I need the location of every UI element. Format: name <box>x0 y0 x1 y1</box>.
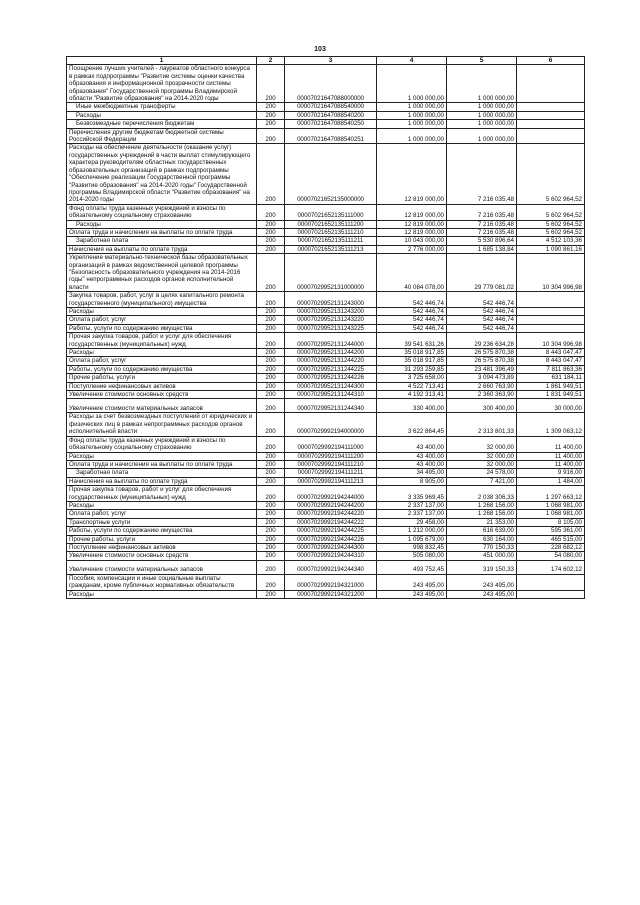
row-budget-code: 00007029992194321200 <box>285 590 377 598</box>
row-name: Поощрение лучших учителей - лауреатов областного конкурса в рамках подпрограммы "Развитие системы оценки качества образования и информационной прозрачности системы образования" Государственной программы Владимирской области "Развитие образования" на 2014-2020 годы <box>67 65 257 103</box>
table-row <box>67 436 585 452</box>
row-value-approved: 542 446,74 <box>377 316 447 324</box>
row-value-executed: 1 000 000,00 <box>447 103 517 111</box>
row-line-code: 200 <box>257 103 285 111</box>
row-value-remaining <box>517 65 585 103</box>
row-budget-code: 00007029952131244220 <box>285 357 377 365</box>
row-name: Увеличение стоимости материальных запасов <box>67 399 257 413</box>
row-line-code: 200 <box>257 527 285 535</box>
row-value-approved: 1 000 000,00 <box>377 65 447 103</box>
row-line-code: 200 <box>257 228 285 236</box>
row-value-remaining: 8 105,00 <box>517 518 585 526</box>
row-value-approved: 243 495,00 <box>377 574 447 590</box>
row-budget-code: 00007029952131243220 <box>285 316 377 324</box>
row-value-approved: 3 622 864,45 <box>377 413 447 436</box>
row-value-approved: 1 000 000,00 <box>377 120 447 128</box>
row-value-remaining: 1 309 063,12 <box>517 413 585 436</box>
row-value-executed: 7 216 035,48 <box>447 144 517 204</box>
header-col-6: 6 <box>517 57 585 65</box>
table-row <box>67 128 585 144</box>
row-value-approved: 43 400,00 <box>377 460 447 468</box>
row-line-code: 200 <box>257 574 285 590</box>
table-row <box>67 144 585 204</box>
table-row <box>67 391 585 399</box>
row-name: Закупка товаров, работ, услуг в целях капитального ремонта государственного (муниципального) имущества <box>67 292 257 308</box>
table-row <box>67 486 585 502</box>
row-value-remaining: 11 400,00 <box>517 452 585 460</box>
row-value-remaining: 1 831 949,51 <box>517 391 585 399</box>
row-name: Оплата работ, услуг <box>67 357 257 365</box>
table-body <box>67 65 585 599</box>
row-value-remaining <box>517 308 585 316</box>
table-row <box>67 324 585 332</box>
row-value-executed: 23 481 396,49 <box>447 365 517 373</box>
row-value-approved: 12 819 000,00 <box>377 228 447 236</box>
row-value-remaining: 465 515,00 <box>517 535 585 543</box>
table-row <box>67 120 585 128</box>
row-value-executed: 32 000,00 <box>447 436 517 452</box>
row-line-code: 200 <box>257 543 285 551</box>
row-budget-code: 00007029952131243225 <box>285 324 377 332</box>
row-value-remaining: 5 602 964,52 <box>517 144 585 204</box>
row-value-approved: 40 084 078,00 <box>377 254 447 292</box>
row-name: Увеличение стоимости основных средств <box>67 552 257 560</box>
row-value-remaining: 30 000,00 <box>517 399 585 413</box>
row-budget-code: 00007029952131244310 <box>285 391 377 399</box>
row-budget-code: 00007021652135111000 <box>285 204 377 220</box>
row-value-approved: 3 335 969,45 <box>377 486 447 502</box>
row-name: Начисления на выплаты по оплате труда <box>67 245 257 253</box>
row-value-executed: 542 446,74 <box>447 324 517 332</box>
row-line-code: 200 <box>257 349 285 357</box>
row-line-code: 200 <box>257 120 285 128</box>
table-row <box>67 552 585 560</box>
row-value-approved: 3 725 658,00 <box>377 374 447 382</box>
table-row <box>67 103 585 111</box>
table-row <box>67 574 585 590</box>
row-line-code: 200 <box>257 220 285 228</box>
row-line-code: 200 <box>257 333 285 349</box>
row-value-approved: 1 000 000,00 <box>377 128 447 144</box>
row-value-remaining: 8 443 047,47 <box>517 349 585 357</box>
row-line-code: 200 <box>257 111 285 119</box>
row-line-code: 200 <box>257 486 285 502</box>
row-value-approved: 243 495,00 <box>377 590 447 598</box>
row-budget-code: 00007029992194111200 <box>285 452 377 460</box>
row-line-code: 200 <box>257 452 285 460</box>
row-value-remaining: 54 080,00 <box>517 552 585 560</box>
row-value-remaining: 10 304 996,98 <box>517 333 585 349</box>
row-line-code: 200 <box>257 510 285 518</box>
header-col-3: 3 <box>285 57 377 65</box>
row-value-approved: 4 192 313,41 <box>377 391 447 399</box>
table-row <box>67 510 585 518</box>
row-line-code: 200 <box>257 590 285 598</box>
row-budget-code: 00007029992194244000 <box>285 486 377 502</box>
row-budget-code: 00007029952131244225 <box>285 365 377 373</box>
row-value-executed: 1 000 000,00 <box>447 120 517 128</box>
row-name: Иные межбюджетные трансферты <box>67 103 257 111</box>
row-value-executed: 7 216 035,48 <box>447 220 517 228</box>
row-value-remaining <box>517 128 585 144</box>
row-name: Оплата работ, услуг <box>67 316 257 324</box>
row-value-approved: 2 337 137,00 <box>377 501 447 509</box>
row-line-code: 200 <box>257 391 285 399</box>
row-value-approved: 505 080,00 <box>377 552 447 560</box>
row-line-code: 200 <box>257 477 285 485</box>
row-value-remaining: 1 090 861,16 <box>517 245 585 253</box>
row-name: Оплата труда и начисления на выплаты по оплате труда <box>67 228 257 236</box>
row-value-remaining: 1 484,00 <box>517 477 585 485</box>
row-budget-code: 00007029952131244200 <box>285 349 377 357</box>
row-name: Расходы <box>67 220 257 228</box>
row-name: Работы, услуги по содержанию имущества <box>67 324 257 332</box>
row-value-executed: 243 495,00 <box>447 590 517 598</box>
row-value-approved: 1 212 000,00 <box>377 527 447 535</box>
row-value-executed: 29 779 081,02 <box>447 254 517 292</box>
row-value-executed: 24 578,00 <box>447 469 517 477</box>
row-name: Заработная плата <box>67 469 257 477</box>
table-row <box>67 245 585 253</box>
row-value-approved: 1 000 000,00 <box>377 111 447 119</box>
row-budget-code: 00007021652135111200 <box>285 220 377 228</box>
row-value-executed: 32 000,00 <box>447 452 517 460</box>
table-row <box>67 333 585 349</box>
row-value-executed: 319 150,33 <box>447 560 517 574</box>
row-value-remaining <box>517 324 585 332</box>
row-value-approved: 29 458,00 <box>377 518 447 526</box>
row-value-remaining <box>517 103 585 111</box>
row-budget-code: 00007029952131244000 <box>285 333 377 349</box>
header-col-2: 2 <box>257 57 285 65</box>
row-value-executed: 2 660 763,90 <box>447 382 517 390</box>
row-budget-code: 00007029952131244300 <box>285 382 377 390</box>
row-value-approved: 330 400,00 <box>377 399 447 413</box>
row-budget-code: 00007021652135000000 <box>285 144 377 204</box>
row-name: Увеличение стоимости материальных запасов <box>67 560 257 574</box>
row-name: Фонд оплаты труда казенных учреждений и взносы по обязательному социальному страхованию <box>67 204 257 220</box>
row-value-executed: 542 446,74 <box>447 292 517 308</box>
row-value-remaining: 595 361,00 <box>517 527 585 535</box>
row-line-code: 200 <box>257 382 285 390</box>
row-budget-code: 00007029992194244300 <box>285 543 377 551</box>
row-name: Оплата работ, услуг <box>67 510 257 518</box>
row-name: Прочие работы, услуги <box>67 374 257 382</box>
row-name: Пособия, компенсации и иные социальные выплаты гражданам, кроме публичных нормативных обязательств <box>67 574 257 590</box>
header-col-5: 5 <box>447 57 517 65</box>
table-row <box>67 535 585 543</box>
row-value-remaining <box>517 111 585 119</box>
table-row <box>67 349 585 357</box>
row-budget-code: 00007029992194244340 <box>285 560 377 574</box>
row-value-remaining: 5 602 964,52 <box>517 220 585 228</box>
row-name: Расходы на обеспечение деятельности (оказание услуг) государственных учреждений в части выплат стимулирующего характера руководителям областных государственных образовательных организаций в рамках подпрограммы "Обеспечение реализации Государственной программы "Развитие образования" на 2014-2020 годы" Государственной программы Владимирской области "Развитие образования" на 2014-2020 годы <box>67 144 257 204</box>
budget-table <box>66 56 585 599</box>
row-budget-code: 00007021652135111213 <box>285 245 377 253</box>
row-value-approved: 31 293 259,85 <box>377 365 447 373</box>
row-value-remaining: 1 068 981,00 <box>517 510 585 518</box>
row-budget-code: 00007029992194244225 <box>285 527 377 535</box>
row-value-executed: 243 495,00 <box>447 574 517 590</box>
table-row <box>67 111 585 119</box>
table-row <box>67 501 585 509</box>
table-row <box>67 374 585 382</box>
row-budget-code: 00007029992194111213 <box>285 477 377 485</box>
row-budget-code: 00007029952131243200 <box>285 308 377 316</box>
row-value-remaining: 5 602 964,52 <box>517 228 585 236</box>
header-col-4: 4 <box>377 57 447 65</box>
row-line-code: 200 <box>257 518 285 526</box>
table-row <box>67 382 585 390</box>
row-line-code: 200 <box>257 399 285 413</box>
row-line-code: 200 <box>257 292 285 308</box>
row-name: Увеличение стоимости основных средств <box>67 391 257 399</box>
row-budget-code: 00007021652135111210 <box>285 228 377 236</box>
row-value-executed: 451 000,00 <box>447 552 517 560</box>
row-value-approved: 1 095 679,00 <box>377 535 447 543</box>
row-name: Расходы <box>67 590 257 598</box>
row-value-executed: 21 353,00 <box>447 518 517 526</box>
row-name: Работы, услуги по содержанию имущества <box>67 365 257 373</box>
row-budget-code: 00007029992194244310 <box>285 552 377 560</box>
row-line-code: 200 <box>257 460 285 468</box>
table-row <box>67 469 585 477</box>
row-value-executed: 300 400,00 <box>447 399 517 413</box>
row-name: Фонд оплаты труда казенных учреждений и взносы по обязательному социальному страхованию <box>67 436 257 452</box>
row-value-remaining: 1 861 949,51 <box>517 382 585 390</box>
row-name: Поступление нефинансовых активов <box>67 382 257 390</box>
row-value-executed: 2 360 363,90 <box>447 391 517 399</box>
table-row <box>67 518 585 526</box>
row-value-executed: 1 000 000,00 <box>447 111 517 119</box>
row-value-remaining: 4 512 103,36 <box>517 237 585 245</box>
page-number: 103 <box>314 46 326 53</box>
row-value-remaining: 8 443 047,47 <box>517 357 585 365</box>
row-budget-code: 00007029992194000000 <box>285 413 377 436</box>
row-value-executed: 1 000 000,00 <box>447 65 517 103</box>
row-value-remaining: 11 400,00 <box>517 436 585 452</box>
table-row <box>67 477 585 485</box>
row-value-executed: 29 236 634,28 <box>447 333 517 349</box>
row-value-executed: 32 000,00 <box>447 460 517 468</box>
row-name: Оплата труда и начисления на выплаты по оплате труда <box>67 460 257 468</box>
row-value-executed: 3 094 473,89 <box>447 374 517 382</box>
row-budget-code: 00007021647088540000 <box>285 103 377 111</box>
row-name: Поступление нефинансовых активов <box>67 543 257 551</box>
row-value-approved: 12 819 000,00 <box>377 220 447 228</box>
row-value-remaining: 631 184,11 <box>517 374 585 382</box>
row-line-code: 200 <box>257 469 285 477</box>
table-row <box>67 228 585 236</box>
row-budget-code: 00007029952131244226 <box>285 374 377 382</box>
table-row <box>67 527 585 535</box>
row-value-approved: 43 400,00 <box>377 452 447 460</box>
row-budget-code: 00007029992194111000 <box>285 436 377 452</box>
row-value-approved: 12 819 000,00 <box>377 144 447 204</box>
row-value-approved: 542 446,74 <box>377 308 447 316</box>
row-value-remaining <box>517 292 585 308</box>
header-col-1: 1 <box>67 57 257 65</box>
row-name: Перечисления другим бюджетам бюджетной системы Российской Федерации <box>67 128 257 144</box>
table-row <box>67 560 585 574</box>
row-value-executed: 1 268 156,00 <box>447 501 517 509</box>
row-line-code: 200 <box>257 237 285 245</box>
row-value-executed: 770 150,33 <box>447 543 517 551</box>
row-name: Расходы <box>67 501 257 509</box>
table-header-row <box>67 57 585 65</box>
row-value-approved: 998 832,45 <box>377 543 447 551</box>
table-row <box>67 452 585 460</box>
row-name: Укрепление материально-технической базы образовательных организаций в рамках ведомственной целевой программы "Безопасность образовательного учреждения на 2014-2016 годы" непрограммных расходов органов исполнительной власти <box>67 254 257 292</box>
table-row <box>67 460 585 468</box>
row-value-remaining: 11 400,00 <box>517 460 585 468</box>
row-line-code: 200 <box>257 128 285 144</box>
row-value-approved: 1 000 000,00 <box>377 103 447 111</box>
row-line-code: 200 <box>257 204 285 220</box>
row-value-remaining: 228 682,12 <box>517 543 585 551</box>
table-row <box>67 220 585 228</box>
row-name: Работы, услуги по содержанию имущества <box>67 527 257 535</box>
row-budget-code: 00007029992194321000 <box>285 574 377 590</box>
table-row <box>67 292 585 308</box>
row-line-code: 200 <box>257 254 285 292</box>
row-value-executed: 542 446,74 <box>447 308 517 316</box>
row-budget-code: 00007029952131243000 <box>285 292 377 308</box>
row-budget-code: 00007029992194244200 <box>285 501 377 509</box>
row-value-executed: 2 313 801,33 <box>447 413 517 436</box>
table-row <box>67 316 585 324</box>
row-budget-code: 00007021647088540200 <box>285 111 377 119</box>
row-value-executed: 7 216 035,48 <box>447 204 517 220</box>
row-budget-code: 00007029952131244340 <box>285 399 377 413</box>
table-row <box>67 65 585 103</box>
row-value-approved: 35 018 917,85 <box>377 357 447 365</box>
row-value-approved: 8 905,00 <box>377 477 447 485</box>
row-name: Безвозмездные перечисления бюджетам <box>67 120 257 128</box>
row-value-approved: 2 337 137,00 <box>377 510 447 518</box>
row-budget-code: 00007029952131000000 <box>285 254 377 292</box>
row-name: Прочая закупка товаров, работ и услуг для обеспечения государственных (муниципальных) нужд <box>67 486 257 502</box>
row-budget-code: 00007029992194244226 <box>285 535 377 543</box>
row-budget-code: 00007021647088540250 <box>285 120 377 128</box>
row-line-code: 200 <box>257 308 285 316</box>
row-line-code: 200 <box>257 316 285 324</box>
row-name: Расходы <box>67 452 257 460</box>
row-line-code: 200 <box>257 552 285 560</box>
row-budget-code: 00007029992194111210 <box>285 460 377 468</box>
row-line-code: 200 <box>257 535 285 543</box>
row-budget-code: 00007029992194244220 <box>285 510 377 518</box>
row-name: Прочие работы, услуги <box>67 535 257 543</box>
row-line-code: 200 <box>257 365 285 373</box>
row-value-remaining: 174 602,12 <box>517 560 585 574</box>
row-line-code: 200 <box>257 560 285 574</box>
row-budget-code: 00007021647088540251 <box>285 128 377 144</box>
table-row <box>67 254 585 292</box>
row-budget-code: 00007029992194244222 <box>285 518 377 526</box>
row-value-remaining: 5 602 964,52 <box>517 204 585 220</box>
row-name: Заработная плата <box>67 237 257 245</box>
row-value-approved: 542 446,74 <box>377 292 447 308</box>
row-value-approved: 39 541 631,26 <box>377 333 447 349</box>
row-value-approved: 2 776 000,00 <box>377 245 447 253</box>
row-value-approved: 493 752,45 <box>377 560 447 574</box>
row-value-remaining: 7 811 863,36 <box>517 365 585 373</box>
table-row <box>67 365 585 373</box>
row-value-approved: 4 522 713,41 <box>377 382 447 390</box>
row-name: Расходы <box>67 111 257 119</box>
row-budget-code: 00007021647088000000 <box>285 65 377 103</box>
row-value-executed: 630 164,00 <box>447 535 517 543</box>
row-value-executed: 542 446,74 <box>447 316 517 324</box>
table-row <box>67 204 585 220</box>
row-line-code: 200 <box>257 436 285 452</box>
row-value-approved: 43 400,00 <box>377 436 447 452</box>
row-value-remaining <box>517 574 585 590</box>
row-value-approved: 35 018 917,85 <box>377 349 447 357</box>
row-value-remaining <box>517 120 585 128</box>
row-value-approved: 12 819 000,00 <box>377 204 447 220</box>
table-row <box>67 308 585 316</box>
row-budget-code: 00007021652135111211 <box>285 237 377 245</box>
table-row <box>67 543 585 551</box>
table-row <box>67 357 585 365</box>
row-value-executed: 26 575 870,38 <box>447 349 517 357</box>
row-budget-code: 00007029992194111211 <box>285 469 377 477</box>
row-value-executed: 1 268 156,00 <box>447 510 517 518</box>
row-name: Расходы <box>67 308 257 316</box>
row-value-approved: 34 495,00 <box>377 469 447 477</box>
table-row <box>67 237 585 245</box>
row-value-executed: 26 575 870,38 <box>447 357 517 365</box>
row-line-code: 200 <box>257 374 285 382</box>
row-value-approved: 542 446,74 <box>377 324 447 332</box>
row-value-remaining: 10 304 996,98 <box>517 254 585 292</box>
row-line-code: 200 <box>257 501 285 509</box>
row-value-executed: 7 216 035,48 <box>447 228 517 236</box>
row-line-code: 200 <box>257 413 285 436</box>
row-name: Начисления на выплаты по оплате труда <box>67 477 257 485</box>
row-value-executed: 1 000 000,00 <box>447 128 517 144</box>
row-value-remaining: 1 297 663,12 <box>517 486 585 502</box>
row-value-approved: 10 043 000,00 <box>377 237 447 245</box>
row-line-code: 200 <box>257 357 285 365</box>
row-name: Прочая закупка товаров, работ и услуг для обеспечения государственных (муниципальных) нужд <box>67 333 257 349</box>
row-value-remaining <box>517 316 585 324</box>
row-name: Расходы <box>67 349 257 357</box>
row-line-code: 200 <box>257 144 285 204</box>
row-value-remaining: 9 916,00 <box>517 469 585 477</box>
row-value-executed: 616 639,00 <box>447 527 517 535</box>
row-value-remaining: 1 068 981,00 <box>517 501 585 509</box>
row-value-remaining <box>517 590 585 598</box>
row-name: Транспортные услуги <box>67 518 257 526</box>
row-value-executed: 5 530 896,64 <box>447 237 517 245</box>
row-line-code: 200 <box>257 65 285 103</box>
row-name: Расходы за счет безвозмездных поступлений от юридических и физических лиц в рамках непрограммных расходов органов исполнительной власти <box>67 413 257 436</box>
row-line-code: 200 <box>257 324 285 332</box>
table-row <box>67 413 585 436</box>
table-row <box>67 590 585 598</box>
row-line-code: 200 <box>257 245 285 253</box>
row-value-executed: 2 038 306,33 <box>447 486 517 502</box>
row-value-executed: 1 685 138,84 <box>447 245 517 253</box>
table-row <box>67 399 585 413</box>
row-value-executed: 7 421,00 <box>447 477 517 485</box>
